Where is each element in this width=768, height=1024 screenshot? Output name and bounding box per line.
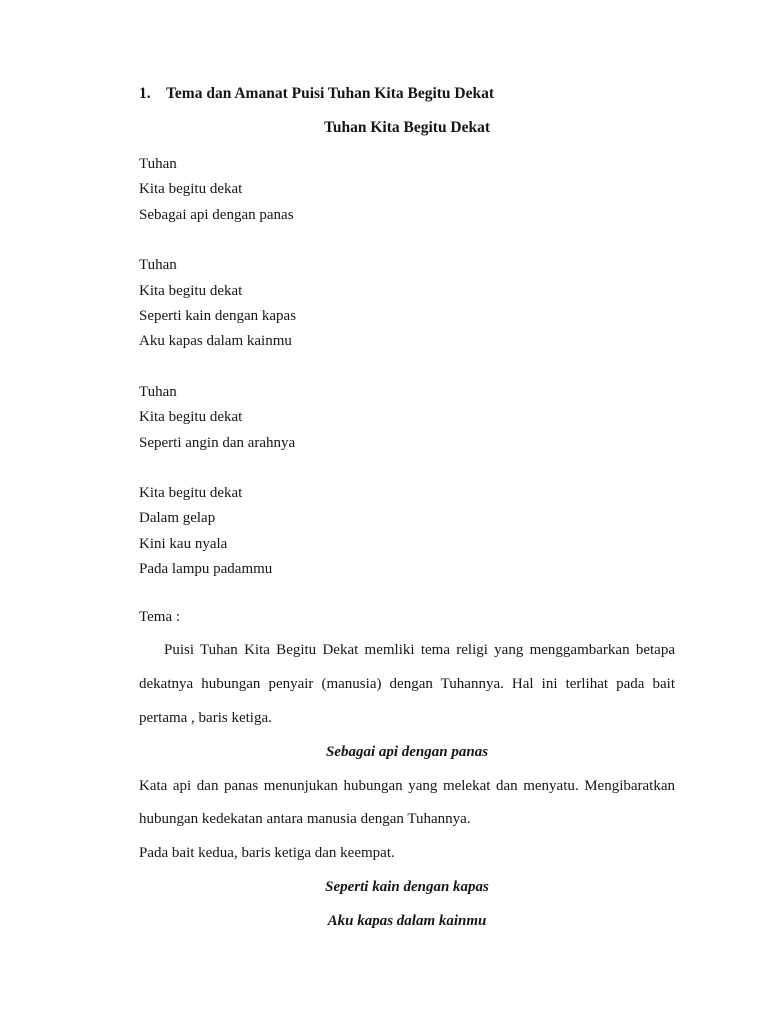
poem-line: Kita begitu dekat <box>139 409 243 426</box>
poem-quote-2: Seperti kain dengan kapas <box>325 879 489 896</box>
poem-stanza-2 <box>139 253 675 355</box>
tema-paragraph: Puisi Tuhan Kita Begitu Dekat memliki tema religi yang menggambarkan betapa dekatnya hubungan penyair (manusia) dengan Tuhannya. Hal ini terlihat pada bait pertama , baris ketiga. <box>139 642 675 727</box>
poem-stanza-3 <box>139 380 675 456</box>
poem-quote-3: Aku kapas dalam kainmu <box>327 912 487 929</box>
poem-line: Aku kapas dalam kainmu <box>139 333 292 350</box>
poem-line: Seperti kain dengan kapas <box>139 308 297 325</box>
poem-line: Kita begitu dekat <box>139 485 243 502</box>
poem-line: Pada lampu padammu <box>139 561 273 578</box>
poem-line: Kini kau nyala <box>139 535 228 552</box>
poem-line: Tuhan <box>139 257 177 274</box>
tema-label: Tema : <box>139 608 181 625</box>
heading-title: Tema dan Amanat Puisi Tuhan Kita Begitu Dekat <box>166 85 495 102</box>
poem-quote-1: Sebagai api dengan panas <box>325 743 489 760</box>
analysis-paragraph-1: Kata api dan panas menunjukan hubungan yang melekat dan menyatu. Mengibaratkan hubungan kedekatan antara manusia dengan Tuhannya. <box>139 777 675 828</box>
poem-line: Dalam gelap <box>139 510 216 527</box>
poem-line: Seperti angin dan arahnya <box>139 434 296 451</box>
section-heading <box>139 81 675 106</box>
document-content <box>139 81 675 939</box>
analysis-paragraph-2: Pada bait kedua, baris ketiga dan keempat. <box>139 845 395 862</box>
poem-line: Tuhan <box>139 383 177 400</box>
poem-stanza-1 <box>139 152 675 228</box>
poem-line: Kita begitu dekat <box>139 282 243 299</box>
poem-stanza-4 <box>139 481 675 583</box>
poem-line: Kita begitu dekat <box>139 181 243 198</box>
heading-number: 1. <box>139 85 151 102</box>
poem-title: Tuhan Kita Begitu Dekat <box>323 119 491 136</box>
poem-line: Sebagai api dengan panas <box>139 206 294 223</box>
poem-line: Tuhan <box>139 156 177 172</box>
